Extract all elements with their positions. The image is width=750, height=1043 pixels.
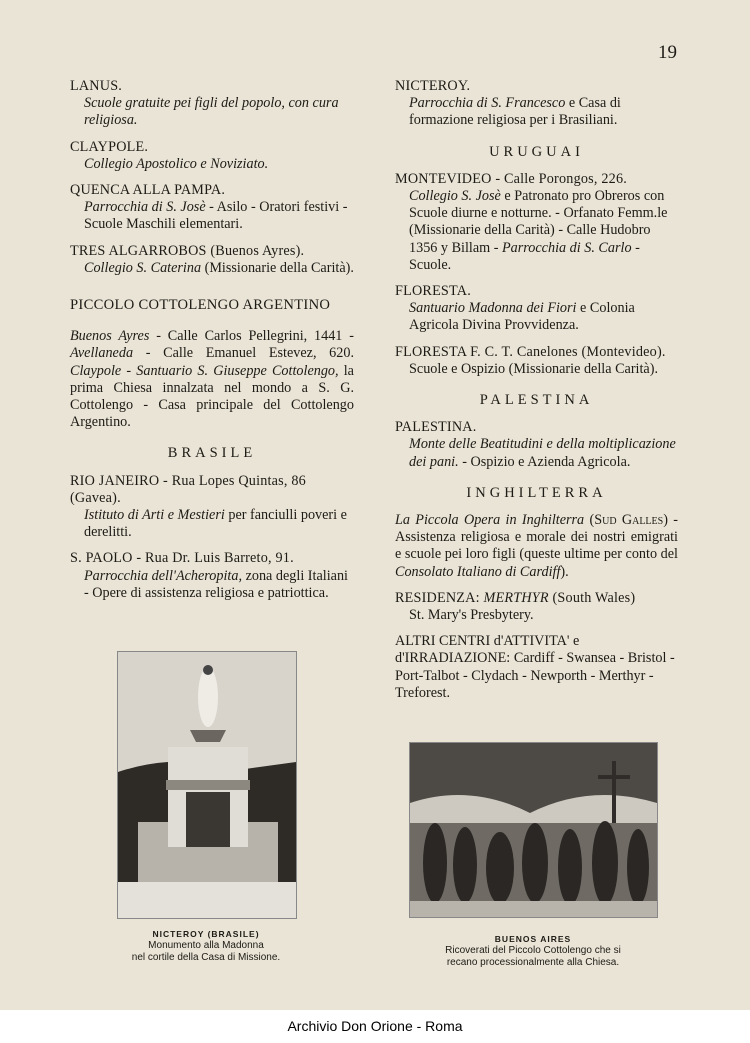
entry-san-paolo (70, 550, 354, 602)
entry-title: ALTRI CENTRI d'ATTIVITA' e d'IRRADIAZIONE: (395, 633, 580, 667)
photo-madonna-monument (117, 651, 297, 919)
entry-text: Santuario Madonna dei Fiori e Colonia Agricola Divina Provvidenza. (409, 300, 635, 334)
entry-palestina (395, 419, 678, 471)
entry-nicteroy (395, 78, 678, 130)
entry-text: Parrocchia di S. Josè - Asilo - Oratori festivi - Scuole Maschili elementari. (84, 199, 348, 233)
photo-procession (409, 742, 658, 918)
entry-floresta (395, 283, 678, 335)
entry-title: FLORESTA. (395, 283, 471, 300)
entry-residenza (395, 590, 678, 624)
caption-line: nel cortile della Casa di Missione. (131, 952, 281, 963)
section-title-uruguai: URUGUAI (489, 143, 584, 160)
entry-title: PALESTINA. (395, 419, 477, 436)
entry-text: Istituto di Arti e Mestieri per fanciulli poveri e derelitti. (84, 507, 347, 541)
entry-text: Cardiff - Swansea - Bristol - Port-Talbot - Clydach - Newporth - Merthyr - Treforest. (395, 650, 675, 701)
entry-text: Collegio Apostolico e Noviziato. (84, 155, 269, 172)
entry-text: Collegio S. Josè e Patronato pro Obreros con Scuole diurne e notturne. - Orfanato Femm.le (Missionarie della Carità) - Calle Hudobro 1356 y Billam - Parrocchia di S. Carlo - Scuole. (409, 188, 668, 273)
entry-title: S. PAOLO - Rua Dr. Luis Barreto, 91. (70, 550, 294, 567)
entry-rio-janeiro (70, 473, 354, 542)
entry-inghilterra: La Piccola Opera in Inghilterra (Sud Galles) - Assistenza religiosa e morale dei nostri emigrati e scuole pei loro figli (queste ultime per conto del Consolato Italiano di Cardiff). (395, 512, 678, 580)
entry-montevideo (395, 171, 678, 274)
left-column (70, 78, 354, 611)
entry-title: NICTEROY. (395, 78, 471, 94)
entry-text: Monte delle Beatitudini e della moltiplicazione dei pani. - Ospizio e Azienda Agricola. (409, 436, 676, 470)
archive-footer: Archivio Don Orione - Roma (0, 1010, 750, 1043)
page-number: 19 (658, 42, 677, 63)
entry-title: FLORESTA F. C. T. Canelones (Montevideo). (395, 343, 666, 360)
entry-text: St. Mary's Presbytery. (409, 607, 534, 624)
caption-title: BUENOS AIRES (494, 934, 572, 944)
entry-title: TRES ALGARROBOS (Buenos Ayres). (70, 242, 305, 259)
entry-piccolo-cottolengo: Buenos Ayres - Calle Carlos Pellegrini, 1441 - Avellaneda - Calle Emanuel Estevez, 620. Claypole - Santuario S. Giuseppe Cottolengo, la prima Chiesa innalzata nel mondo a S. G. Cottolengo - Casa principale del Cottolengo Argentino. (70, 328, 354, 431)
caption-line: recano processionalmente alla Chiesa. (446, 957, 620, 968)
entry-text: Collegio S. Caterina (Missionarie della Carità). (84, 259, 354, 276)
entry-text: Parrocchia dell'Acheropita, zona degli Italiani - Opere di assistenza religiosa e patriottica. (84, 567, 348, 601)
right-column (395, 78, 678, 711)
caption-right (400, 933, 666, 969)
entry-title: RESIDENZA: MERTHYR (South Wales) (395, 589, 636, 606)
caption-line: Ricoverati del Piccolo Cottolengo che si (445, 945, 621, 956)
entry-text: Scuole gratuite pei figli del popolo, con cura religiosa. (84, 95, 339, 129)
entry-title: MONTEVIDEO - Calle Porongos, 226. (395, 170, 627, 187)
entry-title: CLAYPOLE. (70, 138, 149, 155)
section-title-brasile: BRASILE (167, 445, 257, 462)
entry-text: Parrocchia di S. Francesco e Casa di formazione religiosa per i Brasiliani. (409, 95, 621, 129)
caption-left (105, 928, 307, 964)
entry-title: QUENCA ALLA PAMPA. (70, 182, 226, 199)
entry-text: Scuole e Ospizio (Missionarie della Carità). (409, 360, 659, 377)
caption-line: Monumento alla Madonna (148, 940, 264, 951)
entry-quenca (70, 182, 354, 234)
entry-tres-algarrobos (70, 243, 354, 277)
section-title-inghilterra: INGHILTERRA (466, 484, 607, 501)
entry-title: RIO JANEIRO - Rua Lopes Quintas, 86 (Gavea). (70, 472, 306, 506)
entry-floresta-canelones (395, 344, 678, 378)
section-title-piccolo-cottolengo: PICCOLO COTTOLENGO ARGENTINO (70, 297, 331, 314)
entry-title: LANUS. (70, 78, 123, 94)
entry-claypole (70, 139, 354, 173)
entry-lanus (70, 78, 354, 130)
entry-altri-centri (395, 633, 678, 702)
caption-title: NICTEROY (BRASILE) (152, 929, 260, 939)
section-title-palestina: PALESTINA (479, 392, 594, 409)
